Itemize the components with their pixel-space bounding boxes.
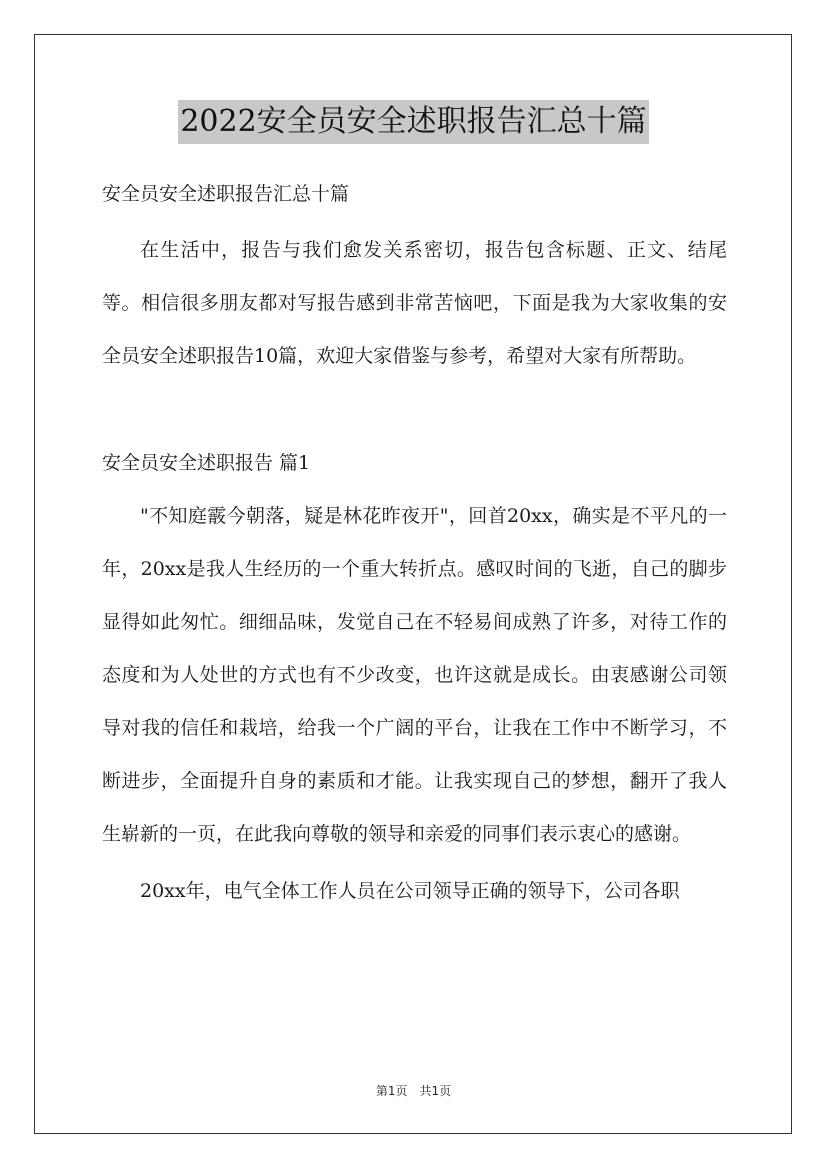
intro-paragraph: 在生活中，报告与我们愈发关系密切，报告包含标题、正文、结尾等。相信很多朋友都对写报告感到非常苦恼吧，下面是我为大家收集的安全员安全述职报告10篇，欢迎大家借鉴与参考，希望对大家有所帮助。 xyxy=(102,239,727,367)
section-paragraph: "不知庭霰今朝落，疑是林花昨夜开"，回首20xx，确实是不平凡的一年，20xx是我人生经历的一个重大转折点。感叹时间的飞逝，自己的脚步显得如此匆忙。细细品味，发觉自己在不轻易间成熟了许多，对待工作的态度和为人处世的方式也有不少改变，也许这就是成长。由衷感谢公司领导对我的信任和栽培，给我一个广阔的平台，让我在工作中不断学习，不断进步，全面提升自身的素质和才能。让我实现自己的梦想，翻开了我人生崭新的一页，在此我向尊敬的领导和亲爱的同事们表示衷心的感谢。 xyxy=(102,505,727,845)
document-subtitle: 安全员安全述职报告汇总十篇 xyxy=(102,183,350,205)
section-heading: 安全员安全述职报告 篇1 xyxy=(102,452,311,474)
section-paragraph: 20xx年，电气全体工作人员在公司领导正确的领导下，公司各职 xyxy=(140,880,680,902)
page-total: 共1页 xyxy=(419,1084,452,1098)
title-container xyxy=(0,100,827,144)
page-footer xyxy=(0,1082,827,1099)
page-number: 第1页 xyxy=(375,1084,408,1098)
document-body xyxy=(102,172,727,918)
section-spacer xyxy=(102,383,727,437)
document-title: 2022安全员安全述职报告汇总十篇 xyxy=(178,100,648,144)
